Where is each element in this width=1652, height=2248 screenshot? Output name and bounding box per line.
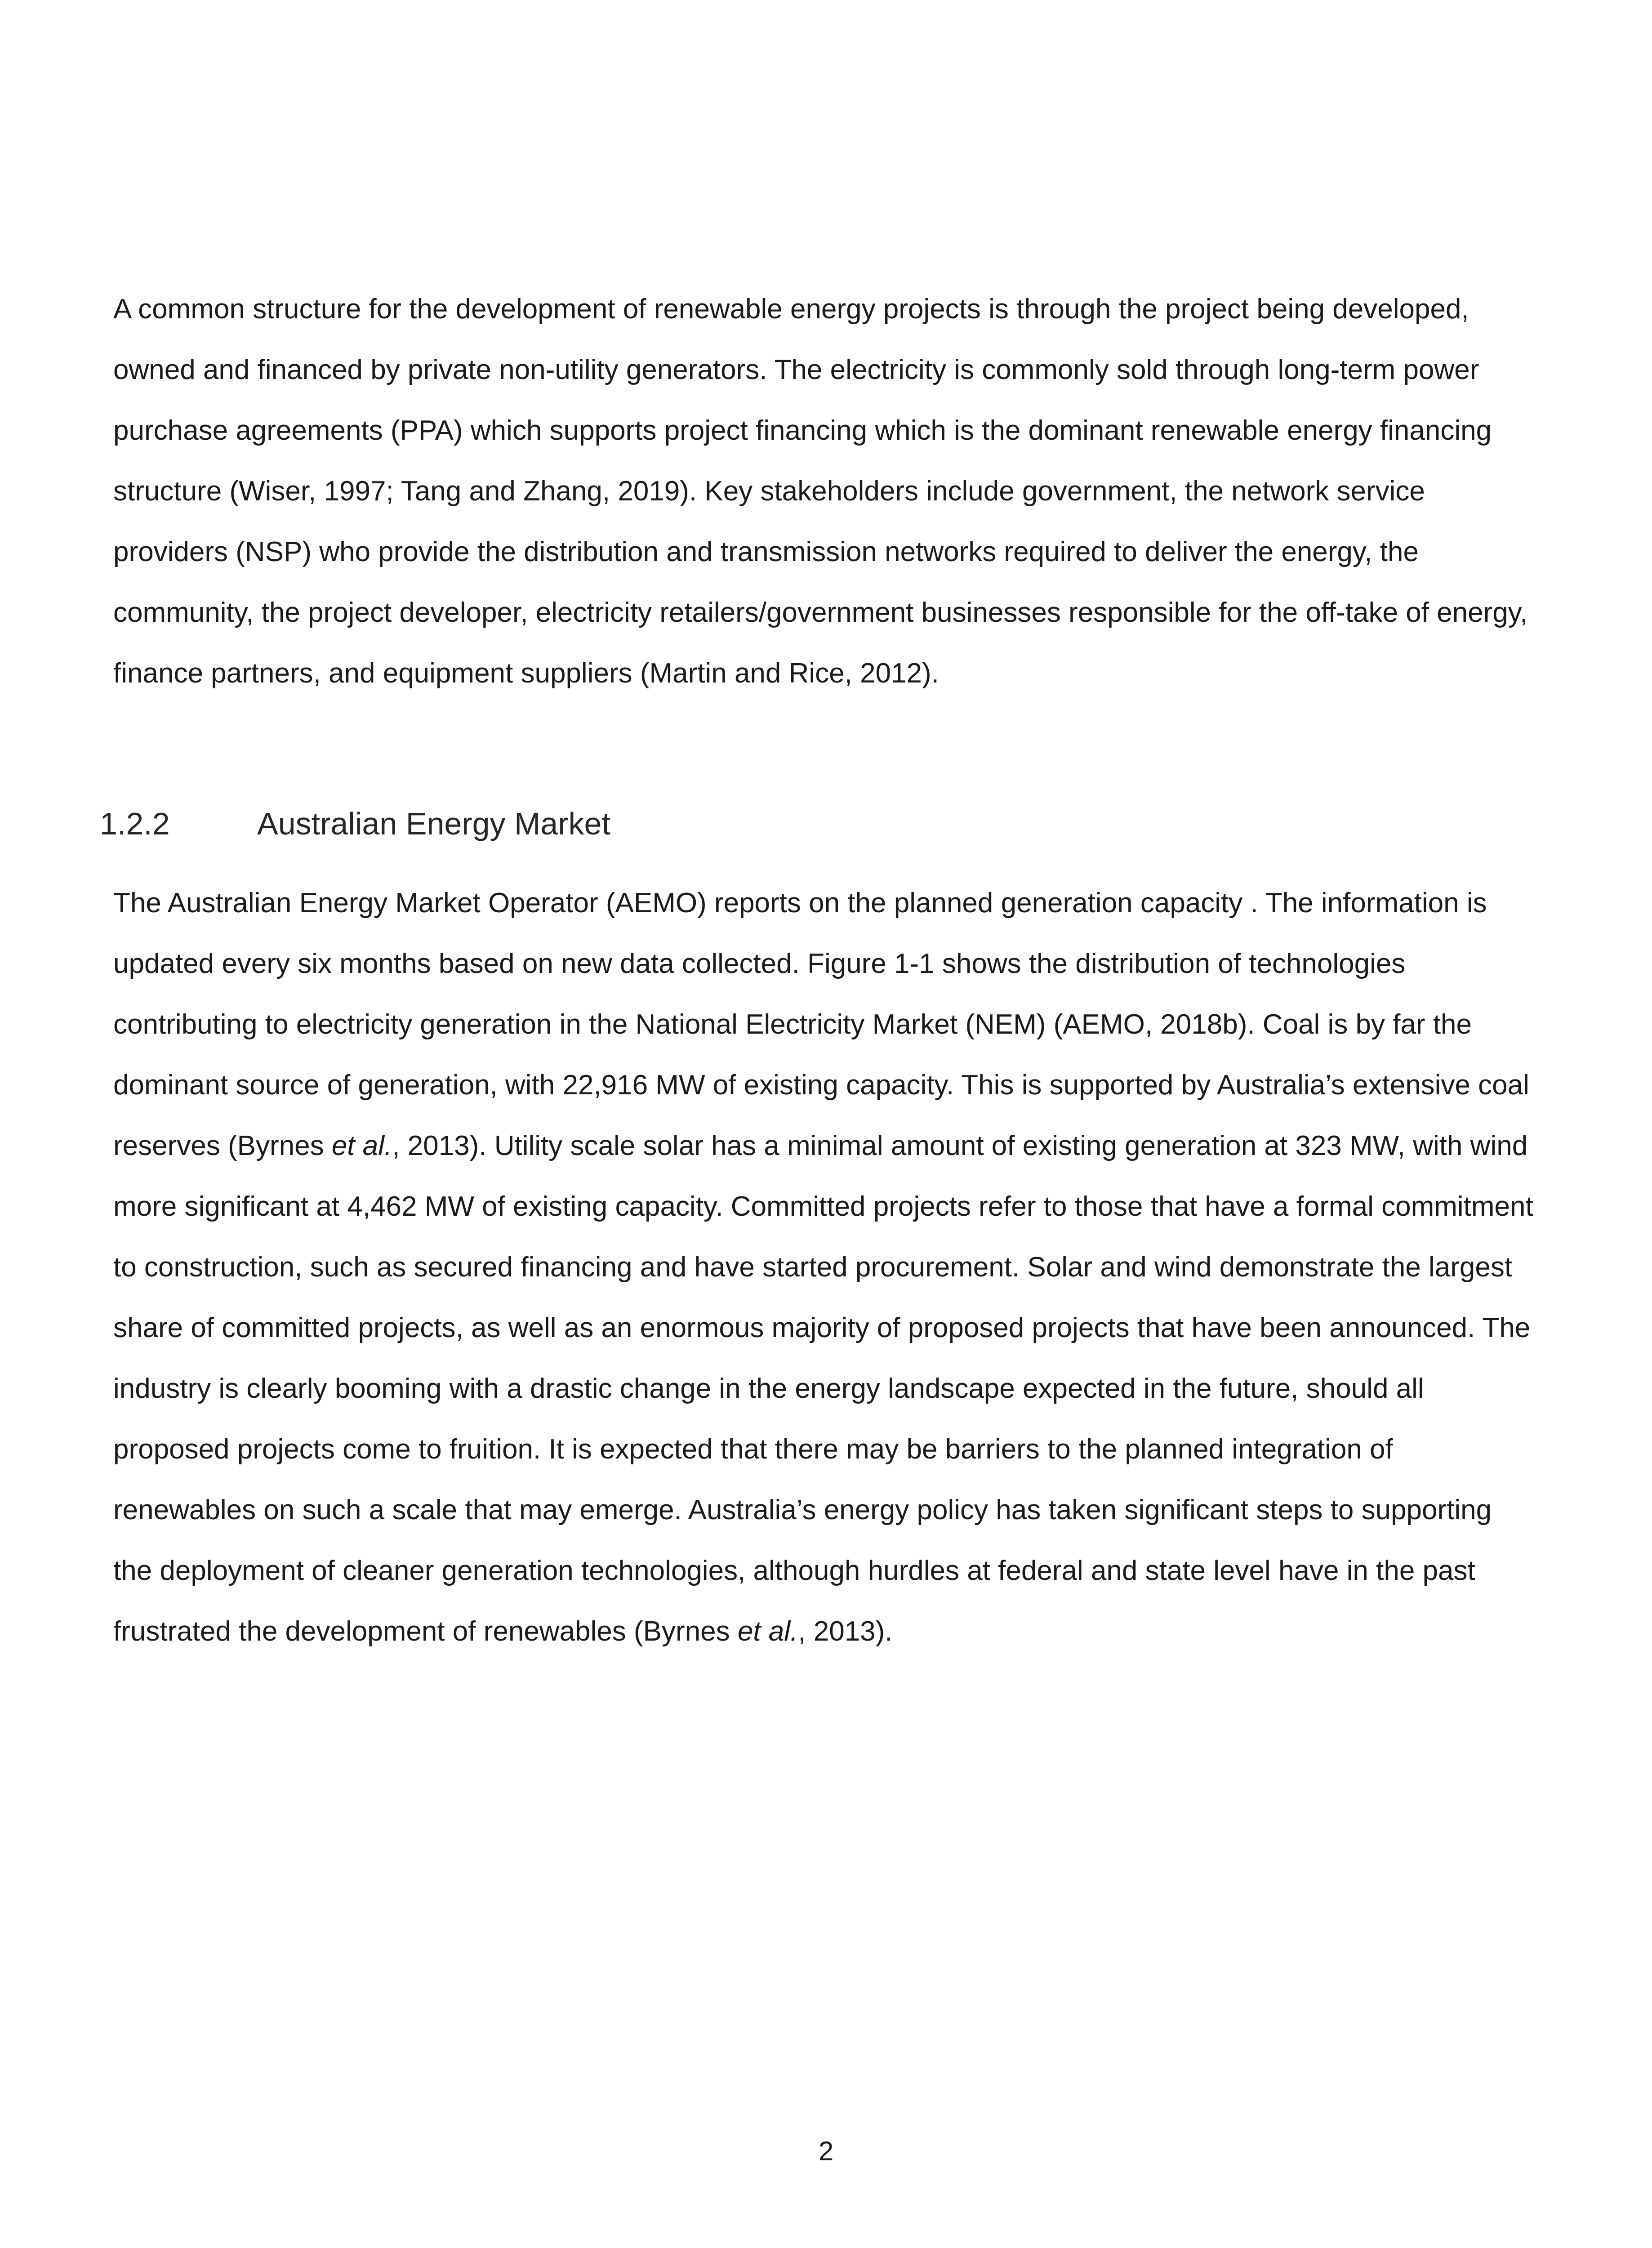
- paragraph-text-segment: , 2013).: [798, 1616, 893, 1647]
- paragraph-renewable-structure: A common structure for the development of renewable energy projects is through the project being developed, owned and financed by private non-utility generators. The electricity is commonly sold through long-term power purchase agreements (PPA) which supports project financing which is the dominant renewable energy financing structure (Wiser, 1997; Tang and Zhang, 2019). Key stakeholders include government, the network service providers (NSP) who provide the distribution and transmission networks required to deliver the energy, the community, the project developer, electricity retailers/government businesses responsible for the off-take of energy, finance partners, and equipment suppliers (Martin and Rice, 2012).: [113, 294, 1528, 689]
- citation-et-al: et al.: [737, 1616, 798, 1647]
- paragraph-text-segment: , 2013). Utility scale solar has a minimal amount of existing generation at 323 MW, with wind more significant at 4,462 MW of existing capacity. Committed projects refer to those that have a formal commitment to construction, such as secured financing and have started procurement. Solar and wind demonstrate the largest share of committed projects, as well as an enormous majority of proposed projects that have been announced. The industry is clearly booming with a drastic change in the energy landscape expected in the future, should all proposed projects come to fruition. It is expected that there may be barriers to the planned integration of renewables on such a scale that may emerge. Australia’s energy policy has taken significant steps to supporting the deployment of cleaner generation technologies, although hurdles at federal and state level have in the past frustrated the development of renewables (Byrnes: [113, 1130, 1533, 1647]
- section-title: Australian Energy Market: [257, 806, 610, 841]
- section-number: 1.2.2: [100, 806, 170, 841]
- paragraph-text-segment: The Australian Energy Market Operator (AEMO) reports on the planned generation capacity . The information is updated every six months based on new data collected. Figure 1-1 shows the distribution of technologies contributing to electricity generation in the National Electricity Market (NEM) (AEMO, 2018b). Coal is by far the dominant source of generation, with 22,916 MW of existing capacity. This is supported by Australia’s extensive coal reserves (Byrnes: [113, 888, 1529, 1161]
- section-heading: [100, 801, 1448, 846]
- citation-et-al: et al.: [331, 1130, 392, 1161]
- paragraph-australian-energy-market: [113, 873, 1534, 1662]
- page-number: 2: [818, 2136, 834, 2166]
